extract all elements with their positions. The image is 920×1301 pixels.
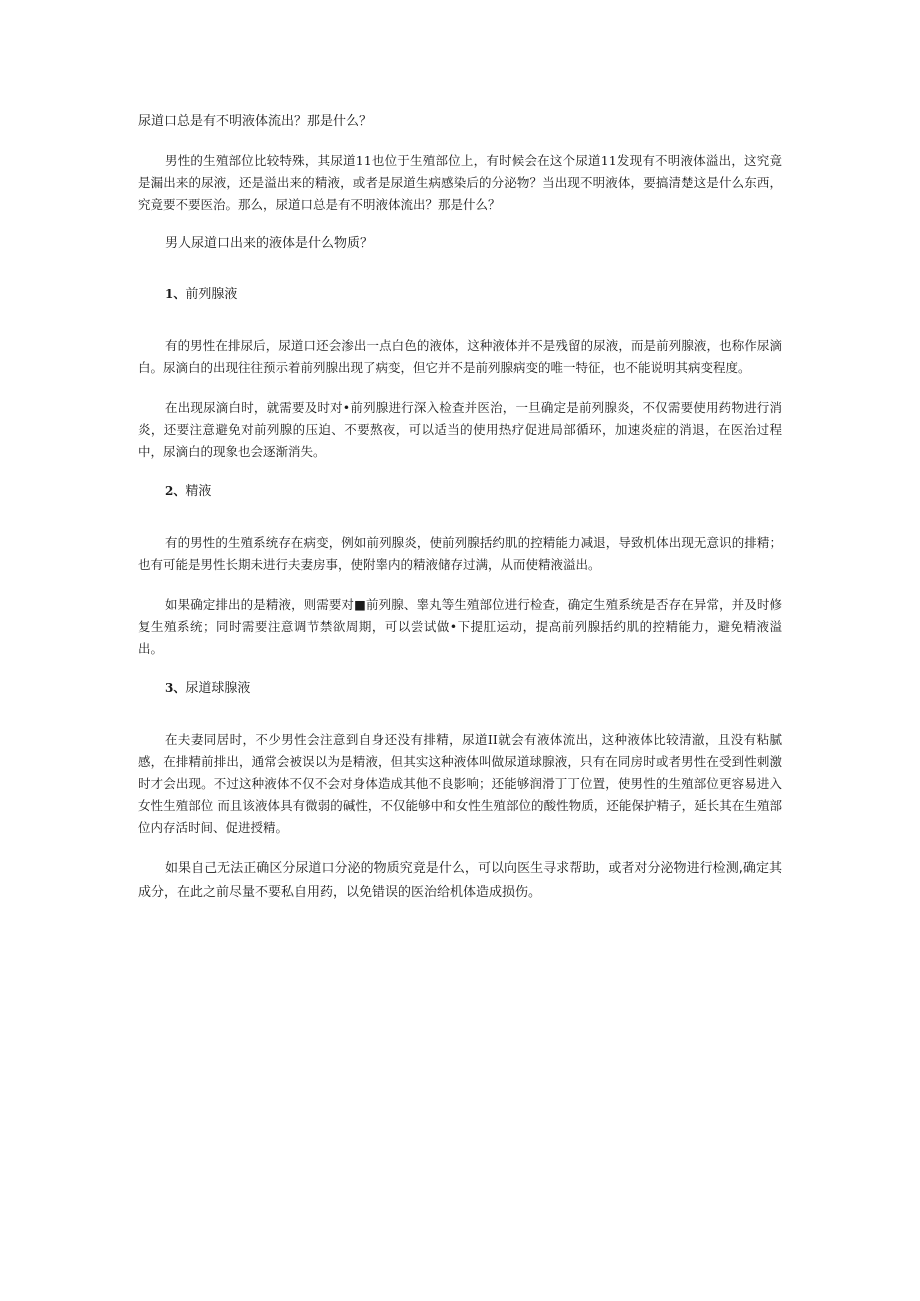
section-2-heading [165, 481, 782, 502]
section-3-paragraph-1: 在夫妻同居时，不少男性会注意到自身还没有排精，尿道II就会有液体流出，这种液体比较清澈，且没有粘腻感，在排精前排出，通常会被误以为是精液，但其实这种液体叫做尿道球腺液，只有在同房时或者男性在受到性刺激时才会出现。不过这种液体不仅不会对身体造成其他不良影响；还能够润滑丁丁位置，使男性的生殖部位更容易进入女性生殖部位 而且该液体具有微弱的碱性，不仅能够中和女性生殖部位的酸性物质，还能保护精子，延长其在生殖部位内存活时间、促进授精。 [138, 732, 782, 835]
section-1-number: 1、 [165, 287, 186, 301]
section-2-paragraph-1: 有的男性的生殖系统存在病变，例如前列腺炎，使前列腺括约肌的控精能力减退，导致机体出现无意识的排精；也有可能是男性长期未进行夫妻房事，使附睾内的精液储存过满，从而使精液溢出。 [138, 535, 782, 572]
section-2-title: 精液 [185, 484, 212, 499]
section-3-heading [165, 678, 782, 699]
section-3-number: 3、 [165, 681, 186, 695]
section-2-paragraph-2: 如果确定排出的是精液，则需要对■前列腺、睾丸等生殖部位进行检查，确定生殖系统是否存在异常，并及时修复生殖系统；同时需要注意调节禁欲周期，可以尝试做•下提肛运动，提高前列腺括约肌的控精能力，避免精液溢出。 [138, 597, 782, 656]
intro-paragraph: 男性的生殖部位比较特殊，其尿道11也位于生殖部位上，有时候会在这个尿道11发现有不明液体溢出，这究竟是漏出来的尿液，还是溢出来的精液，或者是尿道生病感染后的分泌物？当出现不明液体，要搞清楚这是什么东西，究竟要不要医治。那么，尿道口总是有不明液体流出？那是什么？ [138, 153, 782, 212]
article-title: 尿道口总是有不明液体流出？那是什么？ [138, 114, 373, 129]
section-3-title: 尿道球腺液 [185, 681, 251, 696]
document-page [138, 112, 782, 905]
question-heading: 男人尿道口出来的液体是什么物质？ [165, 236, 374, 251]
conclusion-paragraph: 如果自己无法正确区分尿道口分泌的物质究竟是什么，可以向医生寻求帮助，或者对分泌物进行检测,确定其成分，在此之前尽量不要私自用药，以免错误的医治给机体造成损伤。 [138, 861, 782, 900]
section-1-heading [165, 284, 782, 305]
section-1-title: 前列腺液 [185, 287, 238, 302]
section-2-number: 2、 [165, 484, 186, 498]
section-1-paragraph-1: 有的男性在排尿后，尿道口还会渗出一点白色的液体，这种液体并不是残留的尿液，而是前列腺液，也称作尿滴白。尿滴白的出现往往预示着前列腺出现了病变，但它并不是前列腺病变的唯一特征，也不能说明其病变程度。 [138, 338, 782, 375]
section-1-paragraph-2: 在出现尿滴白时，就需要及时对•前列腺进行深入检查并医治，一旦确定是前列腺炎，不仅需要使用药物进行消炎，还要注意避免对前列腺的压迫、不要熬夜，可以适当的使用热疗促进局部循环，加速炎症的消退，在医治过程中，尿滴白的现象也会逐渐消失。 [138, 400, 782, 459]
